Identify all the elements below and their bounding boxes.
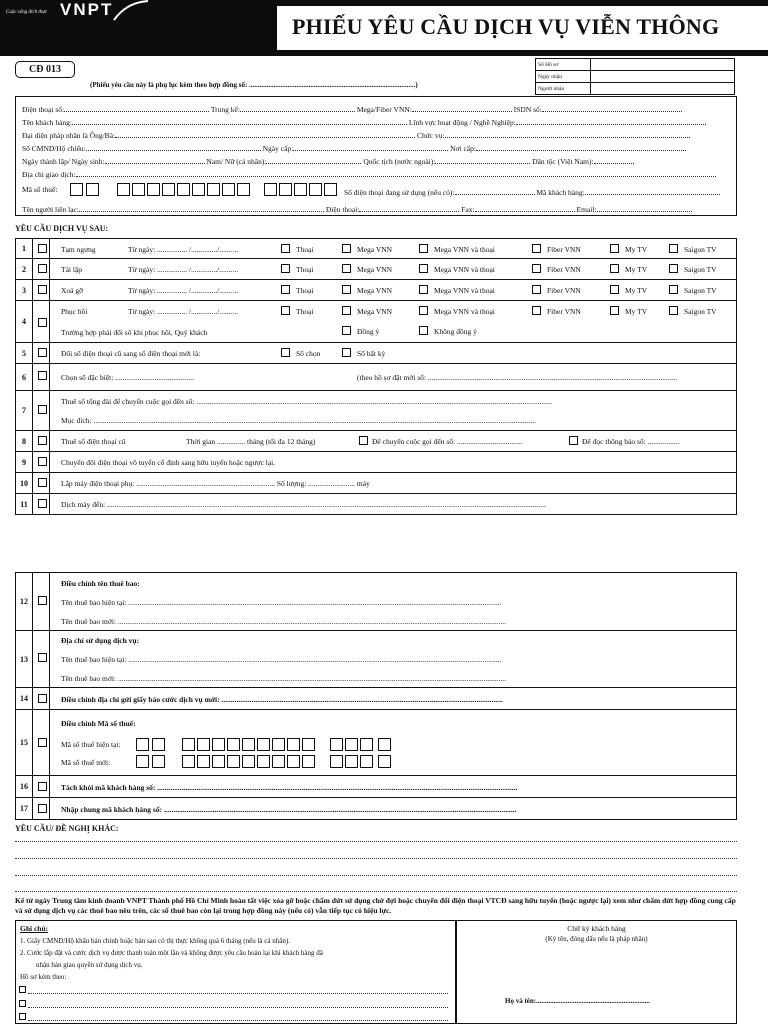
phone-in-use-field[interactable] [455,187,535,195]
business-field-label: Lĩnh vực hoạt động / Nghề Nghiệp: [408,118,516,127]
option-checkbox[interactable] [342,264,351,273]
service-label: Dịch máy đến: .......................................................................................................................................................................................................................................... [61,500,546,509]
services-heading: YÊU CẦU DỊCH VỤ SAU: [15,224,109,233]
change-row-13 [15,631,737,688]
option-label: Mega VNN [357,265,393,274]
business-field-field[interactable] [516,117,706,125]
agree-checkbox[interactable] [342,326,351,335]
issue-date-field[interactable] [293,143,448,151]
tax-digit-box[interactable] [192,183,205,196]
attachment-checkbox[interactable] [19,986,26,993]
row-divider [49,710,50,775]
change-row-14 [15,688,737,710]
purpose-label: Mục đích: ............................................................................................................................................................................................................................................ [61,416,536,425]
row-checkbox[interactable] [38,348,47,357]
row-number: 4 [16,301,33,342]
option-checkbox[interactable] [281,244,290,253]
tax-digit-box[interactable] [378,755,391,768]
trunk-label: Trung kế: [210,105,240,114]
tax-digit-box[interactable] [330,738,343,751]
row-checkbox[interactable] [38,499,47,508]
row-divider [49,259,50,279]
nationality-field[interactable] [435,156,530,164]
row-checkbox[interactable] [38,804,47,813]
change-title: Điều chỉnh Mã số thuế: [61,719,136,728]
birth-line [22,156,634,166]
other-request-line[interactable] [15,841,737,842]
option-label: Mega VNN và thoại [434,245,495,254]
option-checkbox[interactable] [342,306,351,315]
option-checkbox[interactable] [669,244,678,253]
tax-digit-box[interactable] [309,183,322,196]
option-checkbox[interactable] [342,244,351,253]
tax-digit-box[interactable] [302,738,315,751]
tax-digit-box[interactable] [212,755,225,768]
tax-digit-box[interactable] [177,183,190,196]
row-checkbox[interactable] [38,478,47,487]
row-divider [49,494,50,514]
row-number: 7 [16,391,33,430]
row-divider [49,364,50,390]
isdn-label: ISDN số: [513,105,542,114]
tax-digit-box[interactable] [264,183,277,196]
row-number: 9 [16,452,33,472]
option-label: Fiber VNN [547,286,581,295]
option-label: Saigon TV [684,286,717,295]
disagree-label: Không đồng ý [434,327,477,336]
option-label: Thoại [296,245,314,254]
signature-box [456,920,737,1024]
mega-field[interactable] [412,104,512,112]
note-2-cont: nhận bản giao quyền sử dụng dịch vụ. [36,961,143,969]
tax-digit-box[interactable] [272,738,285,751]
option-checkbox[interactable] [532,264,541,273]
terms-note: Kể từ ngày Trung tâm kinh doanh VNPT Thành phố Hồ Chí Minh hoàn tất việc xóa gỡ hoặc chấm dứt sử dụng chờ đợi hoặc chuyển đổi điện thoại VTCĐ sang hữu tuyến (hoặc ngược lại) xem như chấm dứt hợp đồng cung cấp và sử dụng dịch vụ các thuê bao nêu trên, các số thuê bao còn lại trong hợp đồng này (nếu có) vẫn tiếp tục có hiệu lực. [15,896,736,915]
notes-title: Ghi chú: [20,924,49,933]
attachment-checkbox[interactable] [19,1000,26,1007]
tax-digit-box[interactable] [212,738,225,751]
option-label: My TV [625,245,648,254]
page-title: PHIẾU YÊU CẦU DỊCH VỤ VIỄN THÔNG [292,14,720,39]
service-row-9 [15,452,737,473]
change-row-12 [15,572,737,631]
service-row-6 [15,364,737,391]
tax-digit-box[interactable] [345,755,358,768]
tax-digit-box[interactable] [182,755,195,768]
row-divider [49,776,50,797]
tax-digit-box[interactable] [152,738,165,751]
row-number: 1 [16,239,33,258]
option-checkbox[interactable] [610,244,619,253]
row-checkbox[interactable] [38,457,47,466]
service-row-10 [15,473,737,494]
tax-digit-box[interactable] [182,738,195,751]
ethnicity-label: Dân tộc (Việt Nam): [532,157,594,166]
isdn-field[interactable] [542,104,682,112]
forward-checkbox[interactable] [359,436,368,445]
row-divider [49,239,50,258]
row-number: 8 [16,431,33,451]
tax-digit-box[interactable] [117,183,130,196]
tax-digit-box[interactable] [257,755,270,768]
phone-line [22,104,682,114]
option-label: Thoại [296,307,314,316]
change-title: Điều chỉnh tên thuê bao: [61,579,140,588]
option-checkbox[interactable] [669,264,678,273]
row-checkbox[interactable] [38,782,47,791]
ethnicity-field[interactable] [594,156,634,164]
form-code: CĐ 013 [15,61,75,78]
option-label: Mega VNN và thoại [434,265,495,274]
row-checkbox[interactable] [38,653,47,662]
row-divider [49,573,50,630]
option-label: My TV [625,286,648,295]
row-divider [49,301,50,342]
attachment-checkbox[interactable] [19,1013,26,1020]
email-label: Email: [576,205,597,214]
contact-phone-label: Điện thoại: [325,205,360,214]
customer-code-label: Mã khách hàng: [536,188,585,197]
fax-label: Fax: [461,205,475,214]
customer-name-line [22,117,706,127]
current-name-label: Tên thuê bao hiện tại: ....................................................................................................................................................................................................... [61,598,502,607]
address-field[interactable] [76,169,716,177]
from-date: Từ ngày: ................ /............../.......... [128,265,239,274]
issue-place-field[interactable] [476,143,686,151]
address-label: Địa chỉ giao dịch: [22,170,76,179]
signature-title: Chữ ký khách hàng [567,924,626,933]
tax-digit-box[interactable] [197,755,210,768]
attachment-line[interactable] [28,1007,448,1008]
tax-digit-box[interactable] [86,183,99,196]
row-checkbox[interactable] [38,371,47,380]
tax-digit-box[interactable] [279,183,292,196]
option-checkbox[interactable] [532,306,541,315]
tax-digit-box[interactable] [378,738,391,751]
choose-number-checkbox[interactable] [281,348,290,357]
other-requests-heading: YÊU CẦU/ ĐỀ NGHỊ KHÁC: [15,824,119,833]
option-label: Mega VNN [357,286,393,295]
row-checkbox[interactable] [38,405,47,414]
duration-label: Thời gian ............... tháng (tối đa 12 tháng) [186,437,316,446]
id-field[interactable] [86,143,261,151]
change-row-15 [15,710,737,776]
id-label: Số CMND/Hộ chiếu: [22,144,86,153]
service-row-2 [15,259,737,280]
row-number: 16 [16,776,33,797]
tax-digit-box[interactable] [207,183,220,196]
service-row-1 [15,238,737,259]
from-date: Từ ngày: ................ /............../.......... [128,286,239,295]
option-label: Mega VNN [357,307,393,316]
tax-digit-box[interactable] [272,755,285,768]
option-label: Saigon TV [684,245,717,254]
from-date: Từ ngày: ................ /............../.......... [128,307,239,316]
signature-subtitle: (Ký tên, đóng dấu nếu là pháp nhân) [545,935,648,943]
fax-field[interactable] [475,204,575,212]
note-1: 1. Giấy CMND/Hộ khẩu bản chính hoặc bản sao có thị thực không quá 6 tháng (nếu là cá nhân). [20,937,290,945]
email-field[interactable] [597,204,692,212]
any-number-checkbox[interactable] [342,348,351,357]
contact-name-label: Tên người liên lạc: [22,205,79,214]
option-label: Mega VNN và thoại [434,307,495,316]
option-checkbox[interactable] [419,285,428,294]
service-label: Chọn số đặc biệt: .......................................... [61,373,194,382]
any-number-label: Số bất kỳ [357,349,386,358]
tax-digit-box[interactable] [136,755,149,768]
service-row-7 [15,391,737,431]
row-checkbox[interactable] [38,285,47,294]
row-number: 6 [16,364,33,390]
other-request-line[interactable] [15,891,737,892]
tax-digit-box[interactable] [152,755,165,768]
change-title: Địa chỉ sử dụng dịch vụ: [61,636,140,645]
office-label-receiver: Người nhận [536,83,591,95]
issue-date-label: Ngày cấp: [262,144,294,153]
current-tax-label: Mã số thuế hiện tại: [61,740,121,749]
announce-label: Để đọc thông báo số: ................. [582,437,680,446]
tax-digit-box[interactable] [360,738,373,751]
tax-digit-box[interactable] [242,755,255,768]
row-number: 15 [16,710,33,775]
phone-field[interactable] [64,104,209,112]
row-number: 13 [16,631,33,687]
customer-name-label: Tên khách hàng: [22,118,72,127]
new-address-label: Tên thuê bao mới: ............................................................................................................................................................................................................... [61,674,506,683]
row-checkbox[interactable] [38,596,47,605]
choose-number-label: Số chọn [296,349,321,358]
id-line [22,143,686,153]
tax-digit-box[interactable] [287,738,300,751]
row-number: 10 [16,473,33,493]
tax-digit-box[interactable] [197,738,210,751]
other-request-line[interactable] [15,875,737,876]
option-checkbox[interactable] [281,306,290,315]
from-date: Từ ngày: ................ /............../.......... [128,245,239,254]
logo-tagline: Cuộc sống đích thực [6,10,48,15]
change-title: Nhập chung mã khách hàng số: ............................................................................................................................................................................................ [61,805,517,814]
restore-note: Trường hợp phải đổi số khi phục hồi, Quý khách [61,328,208,337]
option-label: Fiber VNN [547,307,581,316]
phone-label: Điện thoại số: [22,105,65,114]
row-divider [49,280,50,300]
new-number-ref: (theo hồ sơ đặt mới số: ..................................................................................................................................... [357,373,678,382]
row-number: 5 [16,343,33,363]
row-checkbox[interactable] [38,318,47,327]
address-line [22,169,716,179]
service-label: Chuyển đổi điện thoại vô tuyến cố định sang hữu tuyến hoặc ngược lại. [61,458,276,467]
option-checkbox[interactable] [419,264,428,273]
option-label: Saigon TV [684,265,717,274]
service-label: Tái lập [61,265,83,274]
row-divider [49,473,50,493]
attachment-line[interactable] [28,1020,448,1021]
service-label: Thuê số điện thoại cũ [61,437,126,446]
new-tax-label: Mã số thuế mới: [61,758,111,767]
signer-name-label[interactable]: Họ và tên:................................................................. [505,997,650,1005]
service-row-11 [15,494,737,515]
birth-date-label: Ngày thành lập/ Ngày sinh: [22,157,105,166]
position-field[interactable] [445,130,690,138]
current-address-label: Tên thuê bao hiện tại: ....................................................................................................................................................................................................... [61,655,502,664]
tax-digit-box[interactable] [70,183,83,196]
option-checkbox[interactable] [610,264,619,273]
row-divider [49,391,50,430]
forward-label: Để chuyển cuộc gọi đến số: ................................... [372,437,523,446]
row-checkbox[interactable] [38,694,47,703]
option-label: Thoại [296,286,314,295]
attachments-label: Hồ sơ kèm theo: [20,973,67,981]
attachment-line[interactable] [28,993,448,994]
notes-box [15,920,456,1024]
office-use-table [535,58,735,95]
row-divider [49,431,50,451]
tax-digit-box[interactable] [227,738,240,751]
service-label: Phục hồi [61,307,88,316]
service-row-4 [15,301,737,343]
option-checkbox[interactable] [342,285,351,294]
row-number: 14 [16,688,33,709]
position-label: Chức vụ: [416,131,445,140]
office-field-receiver[interactable] [591,83,735,95]
row-number: 12 [16,573,33,630]
customer-name-field[interactable] [72,117,407,125]
phone-in-use-line [344,187,720,197]
row-number: 3 [16,280,33,300]
disagree-checkbox[interactable] [419,326,428,335]
tax-digit-box[interactable] [237,183,250,196]
mega-label: Mega/Fiber VNN: [356,105,412,114]
tax-digit-box[interactable] [132,183,145,196]
legal-rep-field[interactable] [115,130,415,138]
tax-digit-box[interactable] [242,738,255,751]
change-row-16 [15,776,737,798]
issue-place-label: Nơi cấp: [450,144,476,153]
row-checkbox[interactable] [38,264,47,273]
office-field-date[interactable] [591,71,735,83]
appendix-note: (Phiếu yêu cầu này là phụ lục kèm theo hợp đồng số: ...............................................................................................) [90,81,418,89]
tax-digit-box[interactable] [287,755,300,768]
row-number: 2 [16,259,33,279]
announce-checkbox[interactable] [569,436,578,445]
row-number: 17 [16,798,33,819]
tax-digit-box[interactable] [345,738,358,751]
option-checkbox[interactable] [419,244,428,253]
tax-code-label: Mã số thuế: [22,185,58,194]
logo-brand: VNPT [60,0,114,19]
other-request-line[interactable] [15,858,737,859]
option-checkbox[interactable] [419,306,428,315]
tax-digit-box[interactable] [360,755,373,768]
office-label-date: Ngày nhận [536,71,591,83]
tax-digit-box[interactable] [227,755,240,768]
phone-in-use-label: Số điện thoại đang sử dụng (nếu có): [344,188,455,197]
row-divider [49,343,50,363]
option-checkbox[interactable] [532,285,541,294]
option-checkbox[interactable] [610,306,619,315]
row-checkbox[interactable] [38,244,47,253]
tax-digit-box[interactable] [302,755,315,768]
gender-label: Nam/ Nữ (cá nhân): [206,157,267,166]
contact-name-field[interactable] [79,204,324,212]
tax-digit-box[interactable] [330,755,343,768]
tax-digit-box[interactable] [324,183,337,196]
tax-digit-box[interactable] [257,738,270,751]
service-label: Xoá gỡ [61,286,84,295]
option-label: Mega VNN và thoại [434,286,495,295]
office-label-file: Số Hồ sơ [536,59,591,71]
option-label: My TV [625,307,648,316]
birth-date-field[interactable] [105,156,205,164]
option-checkbox[interactable] [281,264,290,273]
contact-line [22,204,692,214]
option-label: My TV [625,265,648,274]
service-label: Thuê số tổng đài để chuyển cuộc gọi đến số: .............................................................................................................................................................................................. [61,397,553,406]
change-row-17 [15,798,737,820]
row-number: 11 [16,494,33,514]
row-divider [49,631,50,687]
service-row-8 [15,431,737,452]
row-checkbox[interactable] [38,738,47,747]
tax-digit-box[interactable] [294,183,307,196]
option-checkbox[interactable] [532,244,541,253]
option-label: Fiber VNN [547,245,581,254]
change-title: Tách khỏi mã khách hàng số: ................................................................................................................................................................................................ [61,783,518,792]
option-checkbox[interactable] [669,285,678,294]
row-divider [49,452,50,472]
option-checkbox[interactable] [281,285,290,294]
nationality-label: Quốc tịch (nước ngoài): [363,157,436,166]
change-title: Điều chỉnh địa chỉ gửi giấy báo cước dịch vụ mới: ...................................................................................................................................................... [61,695,503,704]
option-label: Mega VNN [357,245,393,254]
row-divider [49,688,50,709]
option-label: Fiber VNN [547,265,581,274]
tax-digit-box[interactable] [162,183,175,196]
note-2: 2. Cước lắp đặt và cước dịch vụ được thanh toán một lần và không được yêu cầu hoàn lại khi khách hàng đã [20,949,323,957]
legal-rep-line [22,130,690,140]
trunk-field[interactable] [240,104,355,112]
tax-digit-box[interactable] [222,183,235,196]
tax-digit-box[interactable] [136,738,149,751]
option-label: Saigon TV [684,307,717,316]
row-checkbox[interactable] [38,436,47,445]
service-label: Tạm ngưng [61,245,96,254]
option-label: Thoại [296,265,314,274]
option-checkbox[interactable] [610,285,619,294]
tax-digit-box[interactable] [147,183,160,196]
option-checkbox[interactable] [669,306,678,315]
service-row-3 [15,280,737,301]
contact-phone-field[interactable] [359,204,459,212]
gender-field[interactable] [266,156,361,164]
new-name-label: Tên thuê bao mới: ............................................................................................................................................................................................................... [61,617,506,626]
office-field-file[interactable] [591,59,735,71]
row-divider [49,798,50,819]
service-label: Đổi số điện thoại cũ sang số điện thoại mới là: [61,349,201,358]
legal-rep-label: Đại diện pháp nhân là Ông/Bà: [22,131,116,140]
service-label: Lắp máy điện thoại phụ: .......................................................................... Số lượng: ......................... máy [61,479,370,488]
customer-code-field[interactable] [585,187,720,195]
service-row-5 [15,343,737,364]
logo-swoosh-icon [110,0,150,22]
agree-label: Đồng ý [357,327,380,336]
